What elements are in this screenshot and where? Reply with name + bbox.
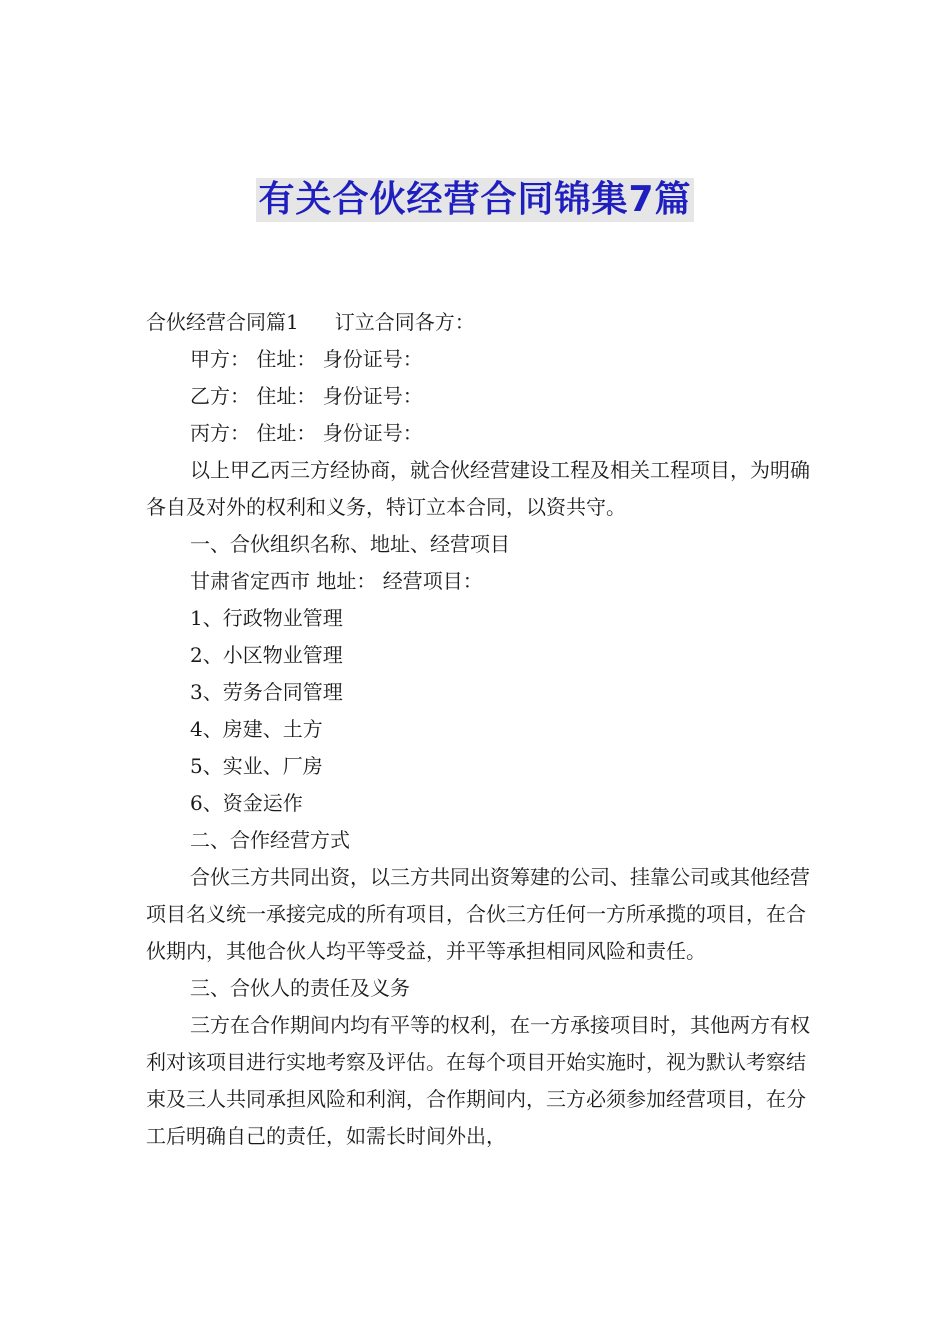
list-item: 5、实业、厂房 xyxy=(190,754,323,778)
cooperation-paragraph: 合伙三方共同出资，以三方共同出资筹建的公司、挂靠公司或其他经营项目名义统一承接完成的所有项目，合伙三方任何一方所承揽的项目，在合伙期内，其他合伙人均平等受益，并平等承担相同风险和责任。 xyxy=(146,865,810,963)
list-item: 1、行政物业管理 xyxy=(190,606,343,630)
section-heading-2: 二、合作经营方式 xyxy=(190,828,350,852)
document-body xyxy=(146,304,816,1155)
list-item: 3、劳务合同管理 xyxy=(190,680,343,704)
party-a-line: 甲方： 住址： 身份证号： xyxy=(190,347,423,371)
party-c-line: 丙方： 住址： 身份证号： xyxy=(190,421,423,445)
list-item: 2、小区物业管理 xyxy=(190,643,343,667)
document-title: 有关合伙经营合同锦集7篇 xyxy=(258,179,692,220)
section-heading-1: 一、合伙组织名称、地址、经营项目 xyxy=(190,532,510,556)
list-item: 4、房建、土方 xyxy=(190,717,323,741)
list-item: 6、资金运作 xyxy=(190,791,303,815)
parties-label: 订立合同各方： xyxy=(334,310,475,334)
location-line: 甘肃省定西市 地址： 经营项目： xyxy=(190,569,483,593)
responsibility-paragraph: 三方在合作期间内均有平等的权利，在一方承接项目时，其他两方有权利对该项目进行实地考察及评估。在每个项目开始实施时，视为默认考察结束及三人共同承担风险和利润，合作期间内，三方必须参加经营项目，在分工后明确自己的责任，如需长时间外出， xyxy=(146,1013,810,1148)
contract-heading: 合伙经营合同篇1 xyxy=(146,310,299,334)
party-b-line: 乙方： 住址： 身份证号： xyxy=(190,384,423,408)
preamble-paragraph: 以上甲乙丙三方经协商，就合伙经营建设工程及相关工程项目，为明确各自及对外的权利和义务，特订立本合同，以资共守。 xyxy=(146,458,810,519)
intro-line xyxy=(146,304,816,341)
title-container xyxy=(0,178,950,222)
section-heading-3: 三、合伙人的责任及义务 xyxy=(190,976,410,1000)
